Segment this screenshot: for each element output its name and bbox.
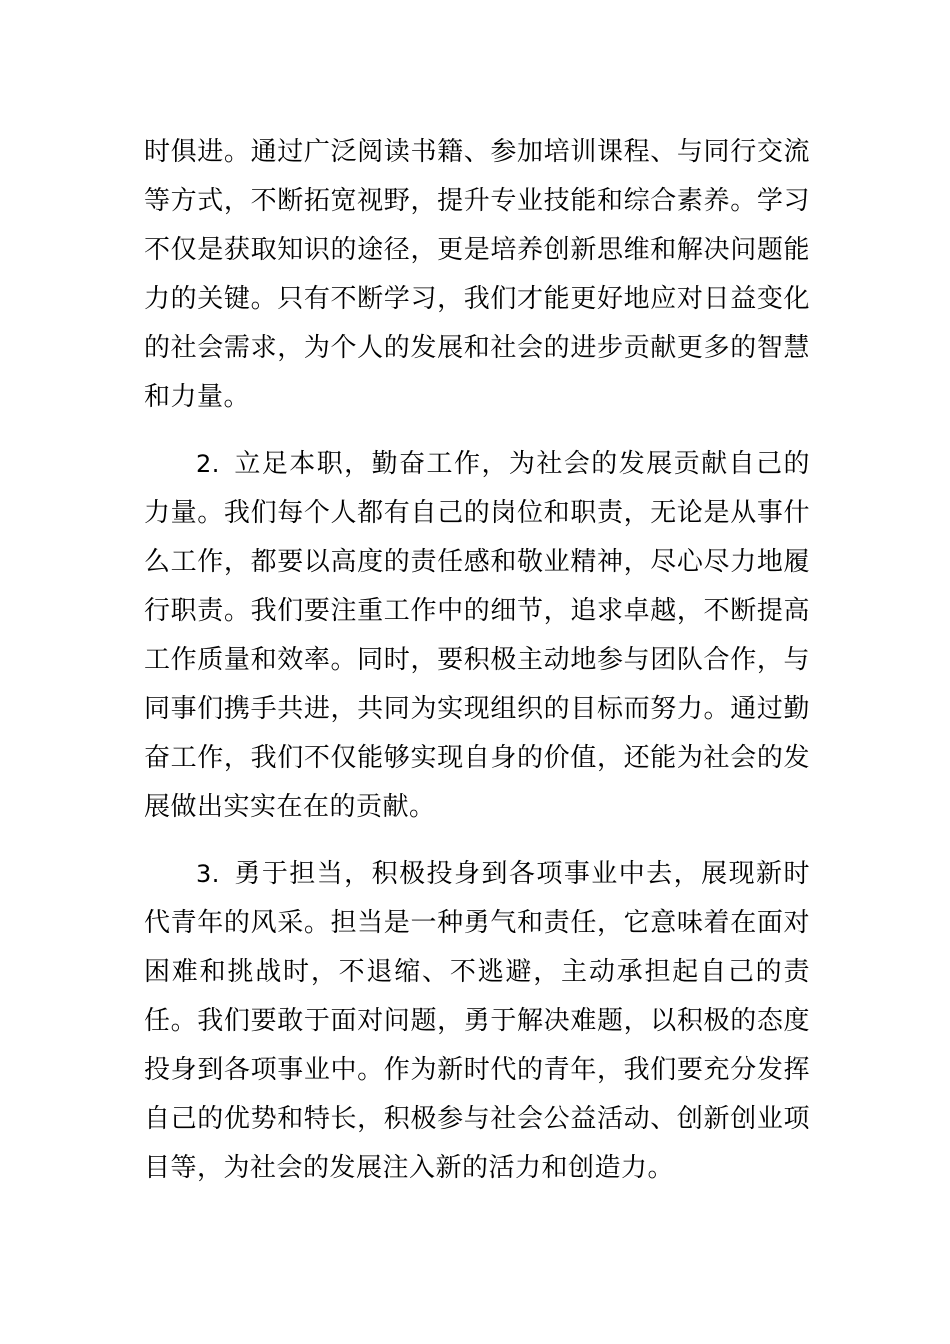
paragraph-text: 时俱进。通过广泛阅读书籍、参加培训课程、与同行交流等方式，不断拓宽视野，提升专业技能和综合素养。学习不仅是获取知识的途径，更是培养创新思维和解决问题能力的关键。只有不断学习，我们才能更好地应对日益变化的社会需求，为个人的发展和社会的进步贡献更多的智慧和力量。: [144, 137, 810, 412]
item-number: 3.: [196, 860, 220, 888]
paragraph-continued: [144, 128, 810, 422]
paragraph-text: 勇于担当，积极投身到各项事业中去，展现新时代青年的风采。担当是一种勇气和责任，它意味着在面对困难和挑战时，不退缩、不逃避，主动承担起自己的责任。我们要敢于面对问题，勇于解决难题，以积极的态度投身到各项事业中。作为新时代的青年，我们要充分发挥自己的优势和特长，积极参与社会公益活动、创新创业项目等，为社会的发展注入新的活力和创造力。: [144, 859, 810, 1183]
paragraph-text: 立足本职，勤奋工作，为社会的发展贡献自己的力量。我们每个人都有自己的岗位和职责，无论是从事什么工作，都要以高度的责任感和敬业精神，尽心尽力地履行职责。我们要注重工作中的细节，追求卓越，不断提高工作质量和效率。同时，要积极主动地参与团队合作，与同事们携手共进，共同为实现组织的目标而努力。通过勤奋工作，我们不仅能够实现自身的价值，还能为社会的发展做出实实在在的贡献。: [144, 449, 810, 822]
paragraph-item-2: [144, 440, 810, 832]
item-number: 2.: [196, 450, 220, 478]
paragraph-item-3: [144, 850, 810, 1193]
body-text: [144, 128, 810, 1211]
